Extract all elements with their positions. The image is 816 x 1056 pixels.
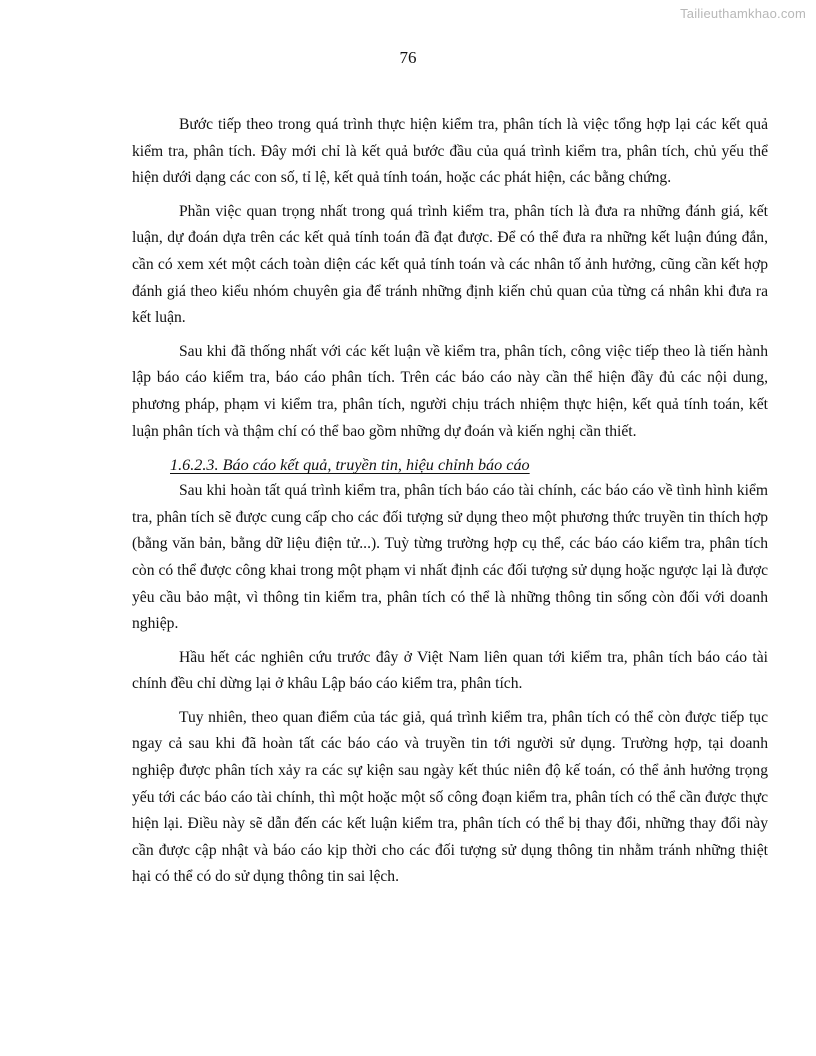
paragraph: Phần việc quan trọng nhất trong quá trình kiểm tra, phân tích là đưa ra những đánh giá, kết luận, dự đoán dựa trên các kết quả tính toán đã đạt được. Để có thể đưa ra những kết luận đúng đắn, cần có xem xét một cách toàn diện các kết quả tính toán và các nhân tố ảnh hưởng, cũng cần kết hợp đánh giá theo kiểu nhóm chuyên gia để tránh những định kiến chủ quan của từng cá nhân khi đưa ra kết luận.: [132, 202, 768, 327]
document-body: [132, 112, 768, 898]
paragraph: Hầu hết các nghiên cứu trước đây ở Việt Nam liên quan tới kiểm tra, phân tích báo cáo tài chính đều chỉ dừng lại ở khâu Lập báo cáo kiểm tra, phân tích.: [132, 648, 768, 693]
paragraph: Tuy nhiên, theo quan điểm của tác giả, quá trình kiểm tra, phân tích có thể còn được tiếp tục ngay cả sau khi đã hoàn tất các báo cáo và truyền tin tới người sử dụng. Trường hợp, tại doanh nghiệp được phân tích xảy ra các sự kiện sau ngày kết thúc niên độ kế toán, có thể ảnh hưởng trọng yếu tới các báo cáo tài chính, thì một hoặc một số công đoạn kiểm tra, phân tích có thể cần được thực hiện lại. Điều này sẽ dẫn đến các kết luận kiểm tra, phân tích có thể bị thay đổi, những thay đổi này cần được cập nhật và báo cáo kịp thời cho các đối tượng sử dụng thông tin nhằm tránh những thiệt hại có thể có do sử dụng thông tin sai lệch.: [132, 708, 768, 886]
page-number: 76: [399, 48, 417, 67]
section-heading: 1.6.2.3. Báo cáo kết quả, truyền tin, hiệu chỉnh báo cáo: [170, 456, 530, 475]
watermark: Tailieuthamkhao.com: [680, 6, 806, 21]
paragraph: Sau khi đã thống nhất với các kết luận về kiểm tra, phân tích, công việc tiếp theo là tiến hành lập báo cáo kiểm tra, báo cáo phân tích. Trên các báo cáo này cần thể hiện đầy đủ các nội dung, phương pháp, phạm vi kiểm tra, phân tích, người chịu trách nhiệm thực hiện, kết quả tính toán, kết luận phân tích và thậm chí có thể bao gồm những dự đoán và kiến nghị cần thiết.: [132, 342, 768, 440]
paragraph: Bước tiếp theo trong quá trình thực hiện kiểm tra, phân tích là việc tổng hợp lại các kết quả kiểm tra, phân tích. Đây mới chỉ là kết quả bước đầu của quá trình kiểm tra, phân tích, chủ yếu thể hiện dưới dạng các con số, tỉ lệ, kết quả tính toán, hoặc các phát hiện, các bằng chứng.: [132, 116, 768, 187]
paragraph: Sau khi hoàn tất quá trình kiểm tra, phân tích báo cáo tài chính, các báo cáo về tình hình kiểm tra, phân tích sẽ được cung cấp cho các đối tượng sử dụng theo một phương thức truyền tin thích hợp (bằng văn bản, bằng dữ liệu điện tử...). Tuỳ từng trường hợp cụ thể, các báo cáo kiểm tra, phân tích còn có thể được công khai trong một phạm vi nhất định các đối tượng sử dụng hoặc ngược lại là được yêu cầu bảo mật, vì thông tin kiểm tra, phân tích có thể là những thông tin sống còn đối với doanh nghiệp.: [132, 482, 768, 633]
